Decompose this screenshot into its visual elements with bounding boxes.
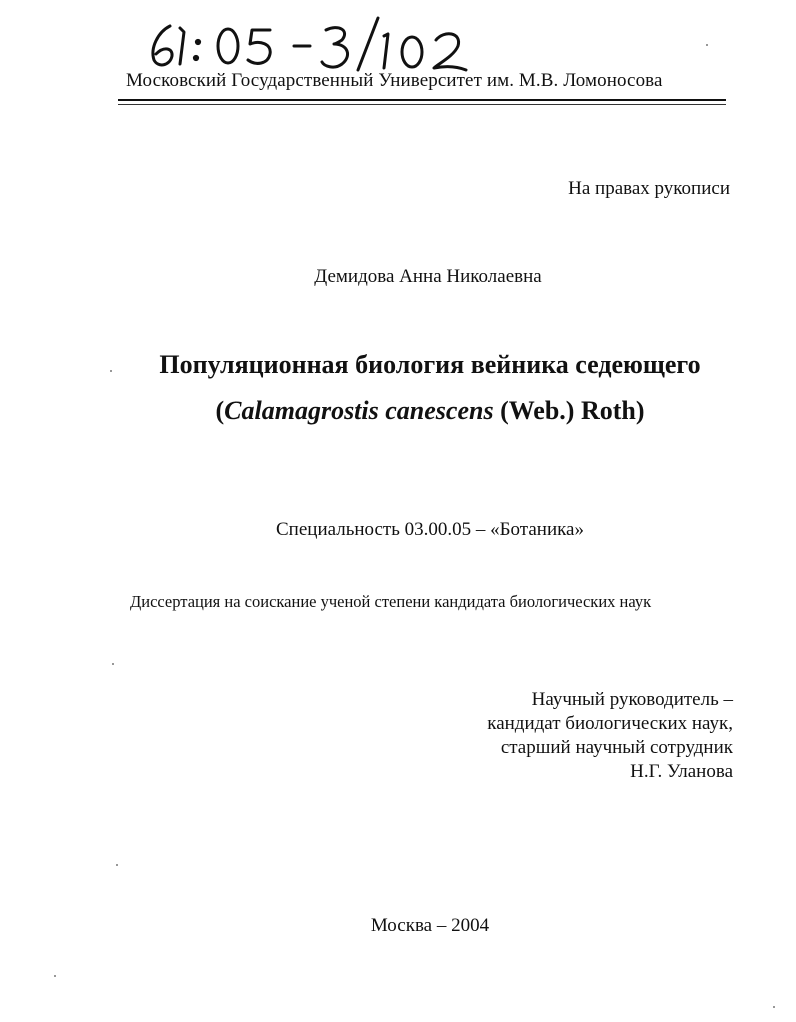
scan-speck bbox=[112, 663, 114, 665]
supervisor-name: Н.Г. Уланова bbox=[630, 761, 733, 782]
rights-note: На правах рукописи bbox=[568, 178, 730, 199]
supervisor-degree: кандидат биологических наук, bbox=[487, 713, 733, 734]
handwritten-archive-number bbox=[140, 8, 500, 78]
title-line-1: Популяционная биология вейника седеющего bbox=[159, 350, 701, 379]
title-line-2 bbox=[0, 396, 796, 426]
supervisor-position: старший научный сотрудник bbox=[500, 737, 733, 758]
header-rule-thin bbox=[118, 104, 726, 105]
scan-speck bbox=[773, 1006, 775, 1008]
specialty: Специальность 03.00.05 – «Ботаника» bbox=[276, 519, 584, 540]
latin-species-name: Calamagrostis canescens bbox=[224, 396, 494, 425]
supervisor-role: Научный руководитель – bbox=[531, 689, 733, 710]
title-open-paren: ( bbox=[215, 396, 225, 425]
supervisor-block bbox=[487, 688, 733, 784]
university-name: Московский Государственный Университет им. М.В. Ломоносова bbox=[126, 70, 663, 91]
species-authority: (Web.) Roth) bbox=[493, 396, 645, 425]
header-rule bbox=[118, 99, 726, 101]
city-year: Москва – 2004 bbox=[370, 915, 490, 936]
scan-speck bbox=[54, 975, 56, 977]
scan-speck bbox=[110, 370, 112, 372]
author-name: Демидова Анна Николаевна bbox=[314, 266, 542, 287]
dissertation-note: Диссертация на соискание ученой степени кандидата биологических наук bbox=[130, 592, 652, 611]
scan-speck bbox=[116, 864, 118, 866]
scan-speck bbox=[706, 44, 708, 46]
